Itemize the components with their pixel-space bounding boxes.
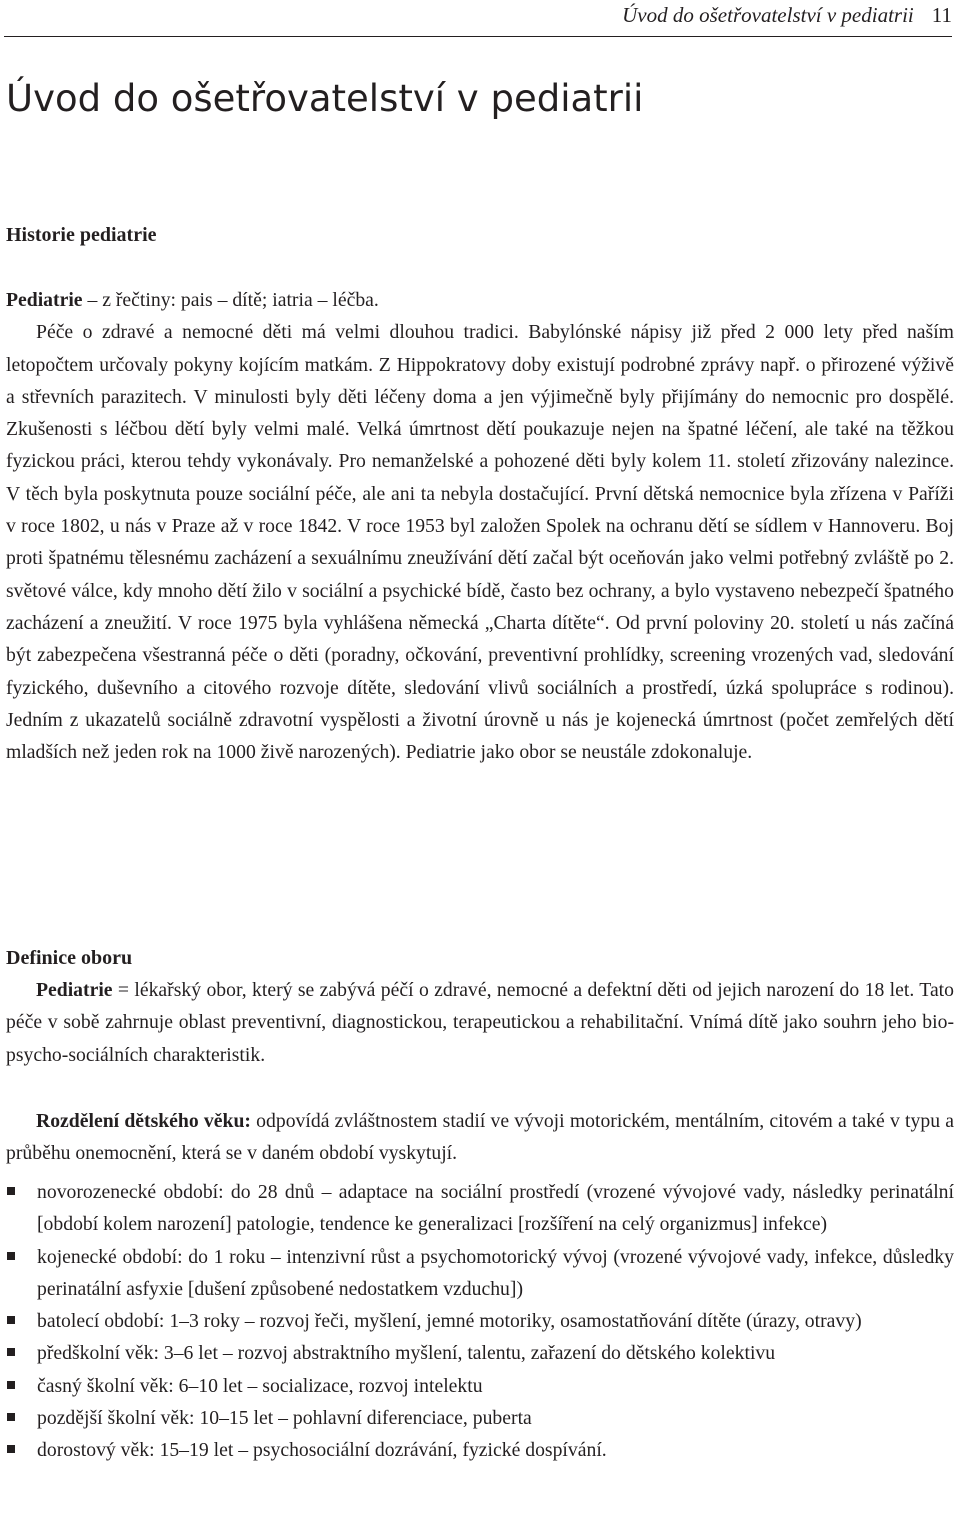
running-title: Úvod do ošetřovatelství v pediatrii: [622, 3, 914, 27]
square-bullet-icon: [7, 1381, 15, 1389]
list-item: [6, 1434, 954, 1466]
age-period-list: [6, 1176, 954, 1467]
list-item-text: kojenecké období: do 1 roku – intenzivní růst a psychomotorický vývoj (vrozené vývojové vady, infekce, důsledky perinatální asfyxie [dušení způsobené nedostatkem vzduchu]): [37, 1245, 954, 1300]
definition-term: Pediatrie: [36, 979, 113, 1001]
list-item-text: novorozenecké období: do 28 dnů – adaptace na sociální prostředí (vrozené vývojové vady, následky perinatální [období kolem narození] patologie, tendence ke generalizaci [rozšíření na celý organizmus] infekce): [37, 1181, 954, 1236]
list-item: [6, 1337, 954, 1369]
page-number: 11: [931, 3, 952, 27]
definition-heading: Definice oboru: [6, 947, 133, 969]
list-item-text: předškolní věk: 3–6 let – rozvoj abstraktního myšlení, talentu, zařazení do dětského kolektivu: [37, 1342, 776, 1365]
square-bullet-icon: [7, 1187, 15, 1195]
list-item-text: pozdější školní věk: 10–15 let – pohlavní diferenciace, puberta: [37, 1407, 532, 1430]
definition-body: = lékařský obor, který se zabývá péčí o zdravé, nemocné a defektní děti od jejich narození do 18 let. Tato péče v sobě zahrnuje oblast preventivní, diagnostickou, terapeutickou a rehabilitační. Vnímá dítě jako souhrn jeho bio-psycho-sociálních charakteristik.: [6, 979, 954, 1066]
definition-paragraph: [6, 974, 954, 1071]
square-bullet-icon: [7, 1445, 15, 1453]
history-term: Pediatrie: [6, 289, 83, 311]
list-item: [6, 1370, 954, 1402]
list-item: [6, 1241, 954, 1306]
age-division-body: odpovídá zvláštnostem stadií ve vývoji motorickém, mentálním, citovém a také v typu a průběhu onemocnění, která se v daném období vyskytují.: [6, 1110, 954, 1165]
square-bullet-icon: [7, 1348, 15, 1356]
header-rule: [4, 36, 952, 37]
running-header: [622, 2, 952, 28]
history-paragraph: [6, 284, 954, 768]
age-division-term: Rozdělení dětského věku:: [36, 1110, 251, 1132]
list-item-text: batolecí období: 1–3 roky – rozvoj řeči, myšlení, jemné motoriky, osamostatňování dítěte (úrazy, otravy): [37, 1310, 862, 1333]
list-item: [6, 1402, 954, 1434]
list-item-text: časný školní věk: 6–10 let – socializace, rozvoj intelektu: [37, 1374, 483, 1397]
chapter-title: Úvod do ošetřovatelství v pediatrii: [6, 77, 644, 120]
list-item: [6, 1176, 954, 1241]
square-bullet-icon: [7, 1413, 15, 1421]
history-term-rest: – z řečtiny: pais – dítě; iatria – léčba.: [82, 289, 379, 311]
history-body: Péče o zdravé a nemocné děti má velmi dlouhou tradici. Babylónské nápisy již před 2 000 lety před naším letopočtem určovaly pokyny kojícím matkám. Z Hippokratovy doby existují podrobné zprávy např. o přirozené výživě a střevních parazitech. V minulosti byly děti léčeny doma a jen výjimečně byly přijímány do nemocnic pro dospělé. Zkušenosti s léčbou dětí byly velmi malé. Velká úmrtnost dětí poukazuje nejen na špatné léčení, ale také na těžkou fyzickou práci, kterou tehdy vykonávaly. Pro nemanželské a pohozené děti byly kolem 11. století zřizovány nalezince. V těch byla poskytnuta pouze sociální péče, ale ani ta nebyla dostačující. První dětská nemocnice byla zřízena v Paříži v roce 1802, u nás v Praze až v roce 1842. V roce 1953 byl založen Spolek na ochranu dětí se sídlem v Hannoveru. Boj proti špatnému tělesnému zacházení a sexuálnímu zneužívání dětí začal být oceňován jako velmi potřebný zvláště po 2. světové válce, kdy mnoho dětí žilo v sociální a psychické bídě, často bez ochrany, a bylo vystaveno nebezpečí špatného zacházení a zneužití. V roce 1975 byla vyhlášena německá „Charta dítěte“. Od první poloviny 20. století u nás začíná být zabezpečena všestranná péče o děti (poradny, očkování, preventivní prohlídky, screening vrozených vad, sledování fyzického, duševního a citového rozvoje dítěte, sledování vlivů sociálních a prostředí, úzká spolupráce s rodinou). Jedním z ukazatelů sociálně zdravotní vyspělosti a životní úrovně u nás je kojenecká úmrtnost (počet zemřelých dětí mladších než jeden rok na 1000 živě narozených). Pediatrie jako obor se neustále zdokonaluje.: [6, 321, 954, 764]
square-bullet-icon: [7, 1316, 15, 1324]
age-division-paragraph: [6, 1105, 954, 1170]
list-item: [6, 1305, 954, 1337]
square-bullet-icon: [7, 1252, 15, 1260]
list-item-text: dorostový věk: 15–19 let – psychosociální dozrávání, fyzické dospívání.: [37, 1439, 607, 1462]
history-heading: Historie pediatrie: [6, 224, 157, 246]
